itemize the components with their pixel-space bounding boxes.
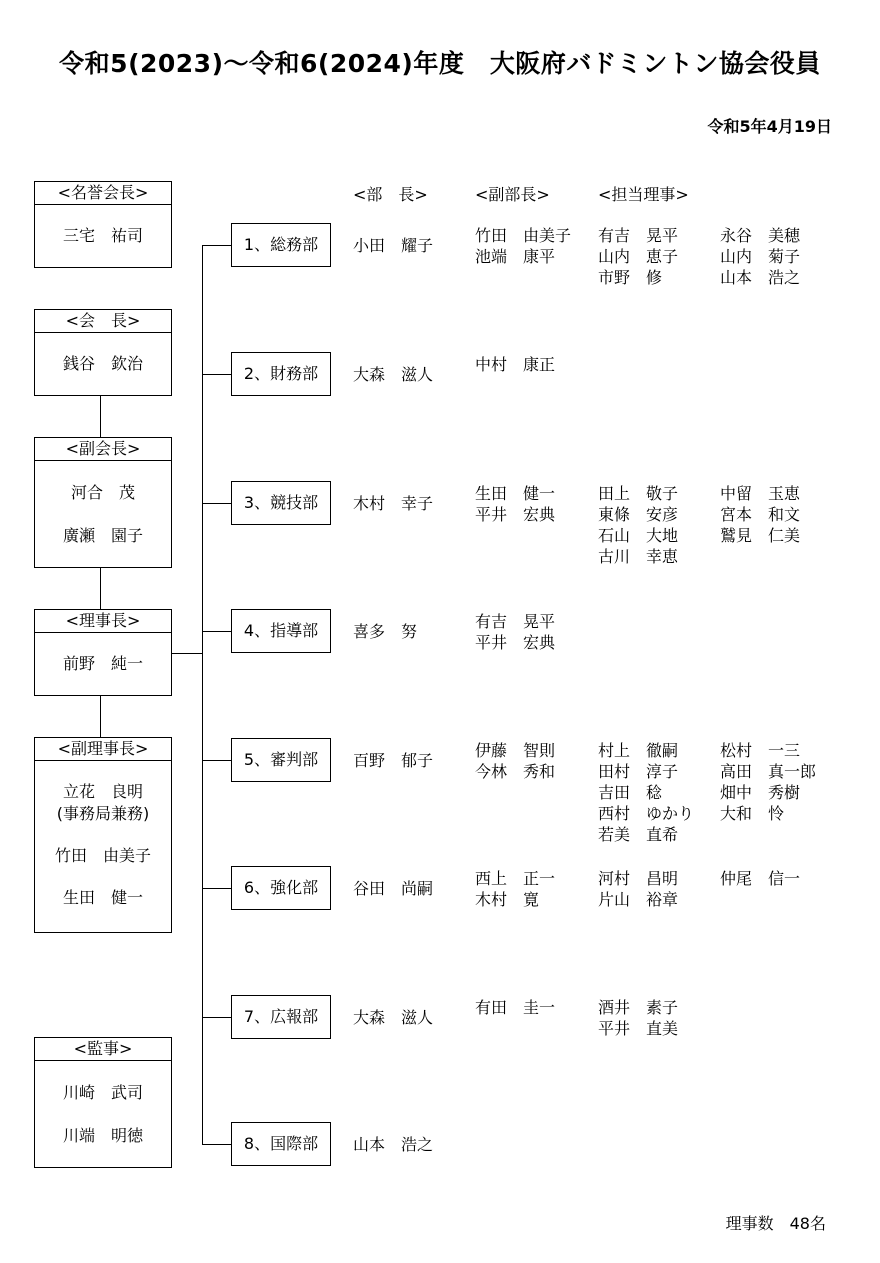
department-head: 百野 郁子 (353, 751, 434, 770)
department-box: 7、広報部 (231, 995, 331, 1039)
president-label: <会 長> (35, 310, 171, 333)
deputy-head-name: 木村 寛 (475, 890, 540, 909)
director-name: 市野 修 (598, 268, 663, 287)
director-name: 若美 直希 (598, 825, 679, 844)
officer-count: 理事数 48名 (725, 1214, 826, 1233)
vice-president-box (34, 437, 172, 568)
deputy-head-name: 西上 正一 (475, 869, 556, 888)
director-list (720, 483, 800, 546)
director-list (720, 740, 816, 824)
vice-chairman-box (34, 737, 172, 933)
department-box: 2、財務部 (231, 352, 331, 396)
director-name: 大和 怜 (720, 804, 785, 823)
deputy-head-name: 平井 宏典 (475, 505, 556, 524)
director-name: 永谷 美穂 (720, 226, 801, 245)
director-name: 吉田 稔 (598, 783, 663, 802)
director-name: 山内 恵子 (598, 247, 679, 266)
deputy-head-name: 竹田 由美子 (475, 226, 572, 245)
chairman-box (34, 609, 172, 696)
deputy-head-name: 平井 宏典 (475, 633, 556, 652)
director-name: 山内 菊子 (720, 247, 801, 266)
document-date: 令和5年4月19日 (707, 117, 832, 136)
vice-chairman-name: 立花 良明 (62, 782, 143, 801)
branch-line (202, 245, 231, 246)
deputy-head-name: 中村 康正 (475, 355, 556, 374)
director-name: 山本 浩之 (720, 268, 801, 287)
director-list (598, 483, 678, 567)
header-head: <部 長> (353, 185, 428, 204)
header-deputy: <副部長> (475, 185, 550, 204)
header-director: <担当理事> (598, 185, 689, 204)
honorary-president-label: <名誉会長> (35, 182, 171, 205)
director-name: 西村 ゆかり (598, 804, 695, 823)
connector-line (172, 653, 202, 654)
director-name: 古川 幸恵 (598, 547, 679, 566)
director-name: 松村 一三 (720, 741, 801, 760)
connector-line (100, 696, 101, 737)
director-name: 鷲見 仁美 (720, 526, 801, 545)
department-head: 喜多 努 (353, 622, 418, 641)
tree-trunk-line (202, 245, 203, 1144)
director-list (598, 740, 694, 845)
vice-chairman-label: <副理事長> (35, 738, 171, 761)
deputy-head-name: 有田 圭一 (475, 998, 556, 1017)
director-name: 村上 徹嗣 (598, 741, 679, 760)
vice-president-name: 河合 茂 (70, 483, 135, 502)
vice-president-label: <副会長> (35, 438, 171, 461)
director-name: 有吉 晃平 (598, 226, 679, 245)
department-head: 大森 滋人 (353, 1008, 434, 1027)
auditor-name: 川端 明徳 (62, 1126, 143, 1145)
auditor-name: 川崎 武司 (62, 1083, 143, 1102)
director-list (598, 225, 678, 288)
auditor-label: <監事> (35, 1038, 171, 1061)
connector-line (100, 396, 101, 437)
department-box: 1、総務部 (231, 223, 331, 267)
page-title: 令和5(2023)〜令和6(2024)年度 大阪府バドミントン協会役員 (59, 49, 821, 78)
deputy-head-list (475, 868, 555, 910)
director-list (598, 868, 678, 910)
branch-line (202, 888, 231, 889)
department-box: 5、審判部 (231, 738, 331, 782)
deputy-head-list (475, 483, 555, 525)
director-list (598, 997, 678, 1039)
director-name: 畑中 秀樹 (720, 783, 801, 802)
chairman-label: <理事長> (35, 610, 171, 633)
director-name: 高田 真一郎 (720, 762, 817, 781)
vice-president-name: 廣瀬 園子 (62, 526, 143, 545)
branch-line (202, 631, 231, 632)
director-name: 田村 淳子 (598, 762, 679, 781)
department-box: 6、強化部 (231, 866, 331, 910)
director-list (720, 225, 800, 288)
honorary-president-box (34, 181, 172, 268)
vice-chairman-name: 竹田 由美子 (54, 846, 151, 865)
branch-line (202, 374, 231, 375)
department-head: 木村 幸子 (353, 494, 434, 513)
branch-line (202, 503, 231, 504)
department-box: 8、国際部 (231, 1122, 331, 1166)
deputy-head-name: 池端 康平 (475, 247, 556, 266)
deputy-head-name: 生田 健一 (475, 484, 556, 503)
department-box: 3、競技部 (231, 481, 331, 525)
branch-line (202, 1017, 231, 1018)
director-name: 石山 大地 (598, 526, 679, 545)
deputy-head-list (475, 225, 571, 267)
president-box (34, 309, 172, 396)
department-box: 4、指導部 (231, 609, 331, 653)
department-head: 谷田 尚嗣 (353, 879, 434, 898)
director-name: 河村 昌明 (598, 869, 679, 888)
branch-line (202, 760, 231, 761)
director-name: 宮本 和文 (720, 505, 801, 524)
deputy-head-name: 伊藤 智則 (475, 741, 556, 760)
connector-line (100, 568, 101, 609)
director-name: 片山 裕章 (598, 890, 679, 909)
director-name: 仲尾 信一 (720, 869, 801, 888)
deputy-head-list (475, 997, 555, 1018)
director-name: 中留 玉恵 (720, 484, 801, 503)
department-head: 山本 浩之 (353, 1135, 434, 1154)
director-name: 東條 安彦 (598, 505, 679, 524)
deputy-head-list (475, 354, 555, 375)
director-name: 平井 直美 (598, 1019, 679, 1038)
honorary-president-name: 三宅 祐司 (62, 226, 143, 245)
department-head: 大森 滋人 (353, 365, 434, 384)
auditor-box (34, 1037, 172, 1168)
director-list (720, 868, 800, 889)
director-name: 酒井 素子 (598, 998, 679, 1017)
deputy-head-name: 今林 秀和 (475, 762, 556, 781)
department-head: 小田 耀子 (353, 236, 434, 255)
director-name: 田上 敬子 (598, 484, 679, 503)
deputy-head-list (475, 611, 555, 653)
branch-line (202, 1144, 231, 1145)
chairman-name: 前野 純一 (62, 654, 143, 673)
president-name: 銭谷 欽治 (62, 354, 143, 373)
deputy-head-list (475, 740, 555, 782)
vice-chairman-note: (事務局兼務) (56, 804, 150, 823)
vice-chairman-name: 生田 健一 (62, 888, 143, 907)
deputy-head-name: 有吉 晃平 (475, 612, 556, 631)
